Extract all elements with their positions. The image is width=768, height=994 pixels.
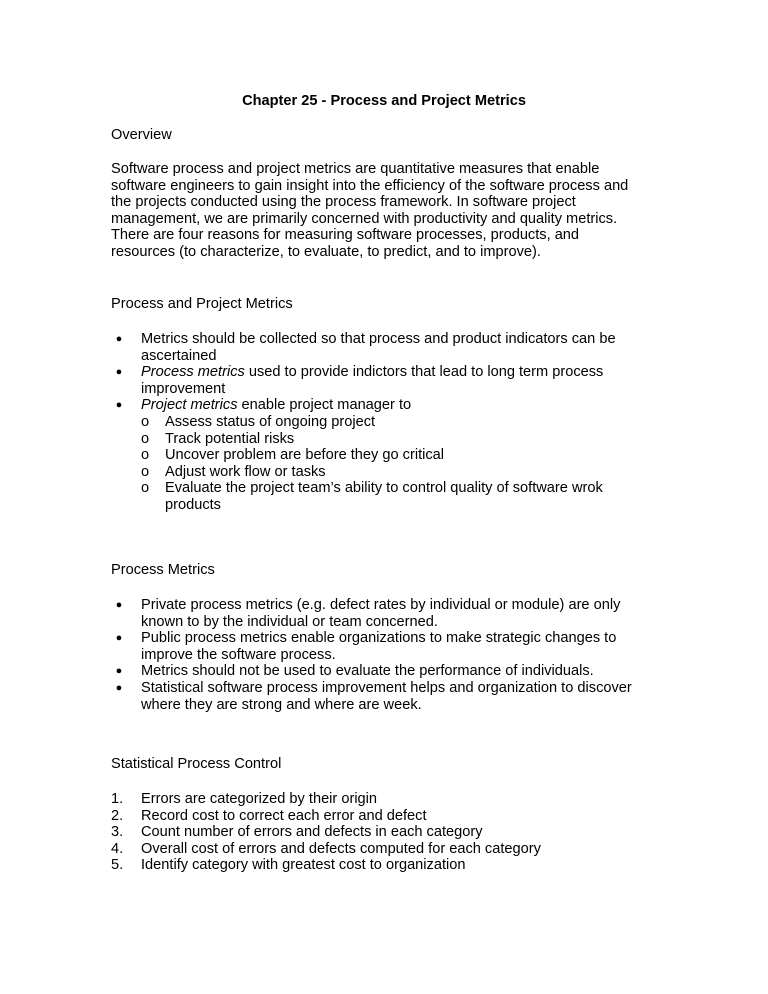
bullet-icon: ● (115, 399, 123, 412)
list-item-text: known to by the individual or team concerned. (141, 613, 438, 630)
process-project-heading: Process and Project Metrics (111, 296, 293, 312)
numbered-item-text: Record cost to correct each error and defect (141, 807, 427, 824)
list-item (111, 397, 671, 513)
list-item (111, 597, 671, 630)
sub-list-item-text: Track potential risks (165, 430, 295, 447)
circle-bullet-icon: o (141, 413, 150, 430)
spc-heading: Statistical Process Control (111, 756, 282, 772)
list-item-text: Metrics should be collected so that process and product indicators can be (141, 331, 616, 347)
numbered-item (111, 791, 671, 808)
circle-bullet-icon: o (141, 447, 150, 464)
list-item-text: Statistical software process improvement helps and organization to discover (141, 679, 632, 696)
paragraph-line: resources (to characterize, to evaluate, to predict, and to improve). (111, 243, 541, 260)
list-item-text: improve the software process. (141, 646, 336, 663)
list-item-text: used to provide indictors that lead to long term process (244, 364, 604, 381)
spc-numbered-list (111, 791, 671, 874)
sub-list (141, 414, 671, 514)
paragraph-line: management, we are primarily concerned with productivity and quality metrics. (111, 210, 618, 227)
sub-list-item (141, 431, 671, 448)
list-item-text: Private process metrics (e.g. defect rates by individual or module) are only (141, 597, 621, 613)
paragraph-line: software engineers to gain insight into the efficiency of the software process and (111, 177, 629, 194)
item-number: 1. (111, 791, 124, 807)
list-item (111, 680, 671, 713)
bullet-icon: ● (115, 599, 123, 611)
bullet-icon: ● (115, 632, 123, 645)
item-number: 4. (111, 840, 124, 857)
sub-list-item-text: products (165, 496, 221, 513)
numbered-item-text: Errors are categorized by their origin (141, 791, 378, 807)
numbered-item (111, 824, 671, 841)
sub-list-item-text: Uncover problem are before they go critical (165, 447, 445, 464)
sub-list-item-text: Assess status of ongoing project (165, 413, 376, 430)
overview-paragraph (111, 161, 671, 261)
list-item-text: Public process metrics enable organizations to make strategic changes to (141, 630, 617, 647)
numbered-item (111, 857, 671, 874)
sub-list-item (141, 414, 671, 431)
item-number: 3. (111, 824, 124, 841)
circle-bullet-icon: o (141, 480, 150, 497)
paragraph-line: There are four reasons for measuring software processes, products, and (111, 227, 580, 244)
bullet-icon: ● (115, 333, 123, 345)
bullet-icon: ● (115, 681, 123, 694)
paragraph-line: Software process and project metrics are quantitative measures that enable (111, 161, 600, 177)
numbered-item (111, 841, 671, 858)
emphasis-text: Process metrics (141, 364, 245, 381)
emphasis-text: Project metrics (141, 397, 238, 414)
bullet-icon: ● (115, 665, 123, 678)
circle-bullet-icon: o (141, 463, 150, 480)
numbered-item-text: Overall cost of errors and defects computed for each category (141, 840, 541, 857)
paragraph-line: the projects conducted using the process framework. In software project (111, 194, 576, 211)
process-metrics-list (111, 597, 671, 713)
list-item-text: enable project manager to (237, 397, 412, 414)
list-item (111, 663, 671, 680)
numbered-item-text: Identify category with greatest cost to organization (141, 857, 466, 874)
bullet-icon: ● (115, 366, 123, 379)
list-item-text: ascertained (141, 347, 217, 364)
list-item-text: improvement (141, 380, 226, 397)
overview-heading: Overview (111, 127, 172, 143)
sub-list-item-text: Evaluate the project team’s ability to control quality of software wrok (165, 480, 603, 497)
list-item-text: where they are strong and where are week. (141, 696, 422, 713)
list-item (111, 331, 671, 364)
sub-list-item (141, 480, 671, 513)
item-number: 5. (111, 857, 124, 874)
sub-list-item (141, 464, 671, 481)
process-metrics-heading: Process Metrics (111, 562, 215, 578)
sub-list-item (141, 447, 671, 464)
page-title: Chapter 25 - Process and Project Metrics (242, 93, 526, 109)
list-item (111, 630, 671, 663)
sub-list-item-text: Adjust work flow or tasks (165, 463, 326, 480)
numbered-item-text: Count number of errors and defects in each category (141, 824, 483, 841)
numbered-item (111, 808, 671, 825)
circle-bullet-icon: o (141, 430, 150, 447)
process-project-list (111, 331, 671, 514)
list-item (111, 364, 671, 397)
list-item-text: Metrics should not be used to evaluate the performance of individuals. (141, 663, 594, 680)
item-number: 2. (111, 807, 124, 824)
